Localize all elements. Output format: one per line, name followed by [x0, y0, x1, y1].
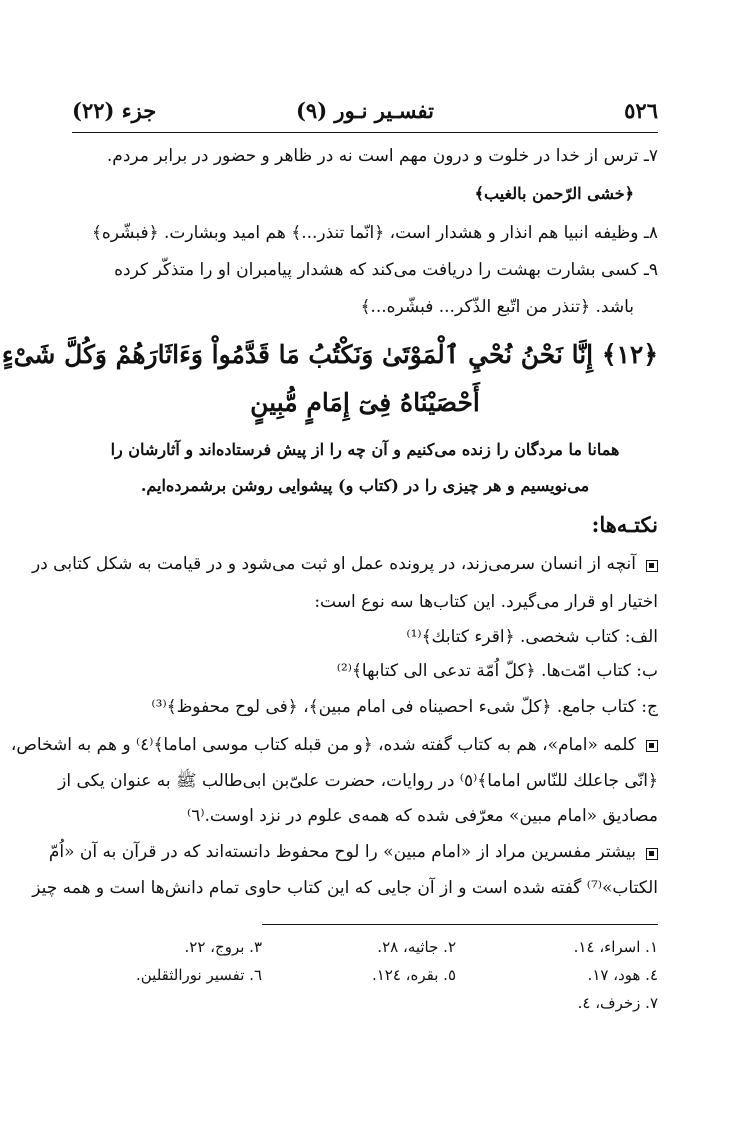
point-7-quote: ﴿خشی الرّحمن بالغیب﴾ — [474, 184, 634, 203]
verse-line-2: أَحْصَيْنَاهُ فِىٓ إِمَامٍ مُّبِينٍ — [250, 388, 480, 417]
footnote-4: ٤. هود، ١٧. — [587, 966, 658, 984]
translation-line-2: می‌نویسیم و هر چیزی را در (کتاب و) پیشوایی روشن برشمرده‌ایم. — [140, 476, 590, 495]
footnote-6: ٦. تفسیر نورالثقلین. — [135, 966, 262, 984]
note-1-line-1: آنچه از انسان سرمی‌زند، در پرونده عمل او ثبت می‌شود و در قیامت به شکل کتابی در — [32, 554, 636, 574]
note-3-line-2: الکتاب»⁽⁷⁾ گفته شده است و از آن جایی که این کتاب حاوی تمام دانش‌ها است و همه چیز — [32, 878, 658, 898]
note-3-line-1: بیشتر مفسرین مراد از «امام مبین» را لوح محفوظ دانسته‌اند که در قرآن به آن «اُمّ — [48, 842, 636, 862]
note-1-line-2: اختیار او قرار می‌گیرد. این کتاب‌ها سه نوع است: — [314, 592, 658, 612]
notes-heading: نکتـه‌ها: — [591, 512, 658, 537]
bullet-icon — [646, 848, 658, 860]
note-2-line-2: ﴿انّی جاعلك للنّاس اماما﴾⁽٥⁾ در روایات، حضرت علیّ‌بن ابی‌طالب ﷺ به عنوان یکی از — [58, 771, 658, 791]
point-8: ۸ـ وظیفه انبیا هم انذار و هشدار است، ﴿انّما تنذر...﴾ هم امید وبشارت. ﴿فبشّره﴾ — [91, 223, 658, 243]
footnote-7: ۷. زخرف، ٤. — [577, 994, 658, 1012]
footnote-5: ٥. بقره، ١٢٤. — [371, 966, 456, 984]
point-9-cont: باشد. ﴿تنذر من اتّبع الذّکر... فبشّره...﴾ — [360, 297, 634, 317]
note-2-line-3: مصادیق «امام مبین» معرّفی شده که همه‌ی علوم در نزد اوست.⁽٦⁾ — [187, 806, 658, 826]
part-label: جزء (٢٢) — [72, 98, 157, 123]
footnote-1: ۱. اسراء، ١٤. — [573, 938, 658, 956]
bullet-icon — [646, 560, 658, 572]
footnote-3: ٣. بروج، ٢٢. — [184, 938, 262, 956]
footnote-rule — [262, 924, 658, 925]
verse-line-1: ﴿۱۲﴾ إِنَّا نَحْنُ نُحْيِ ٱلْمَوْتَىٰ وَنَكْتُبُ مَا قَدَّمُواْ وَءَاثَارَهُمْ وَكُلَّ شَىْءٍ — [1, 340, 658, 369]
note-1-item-b: ب: کتاب امّت‌ها. ﴿کلّ اُمّة تدعی الی کتابها﴾⁽²⁾ — [336, 661, 658, 681]
header-rule — [72, 132, 658, 133]
point-7: ۷ـ ترس از خدا در خلوت و درون مهم است نه در ظاهر و حضور در برابر مردم. — [106, 146, 658, 166]
note-1-item-c: ج: کتاب جامع. ﴿کلّ شیء احصیناه فی امام مبین﴾، ﴿فی لوح محفوظ﴾⁽³⁾ — [151, 697, 658, 717]
footnote-2: ٢. جاثیه، ٢٨. — [377, 938, 456, 956]
translation-line-1: همانا ما مردگان را زنده می‌کنیم و آن چه را از پیش فرستاده‌اند و آثارشان را — [110, 440, 620, 459]
page-header — [72, 96, 658, 130]
note-1-item-a: الف: کتاب شخصی. ﴿اقرء کتابك﴾⁽¹⁾ — [406, 627, 658, 647]
bullet-icon — [646, 740, 658, 752]
point-9: ۹ـ کسی بشارت بهشت را دریافت می‌کند که هشدار پیامبران او را متذکّر کرده — [114, 260, 658, 280]
page-number: ٥٢٦ — [624, 98, 658, 123]
book-title: تفسـیر نـور (۹) — [295, 98, 435, 123]
note-2-line-1: کلمه «امام»، هم به کتاب گفته شده، ﴿و من قبله کتاب موسی اماما﴾⁽٤⁾ و هم به اشخاص، — [10, 735, 636, 755]
